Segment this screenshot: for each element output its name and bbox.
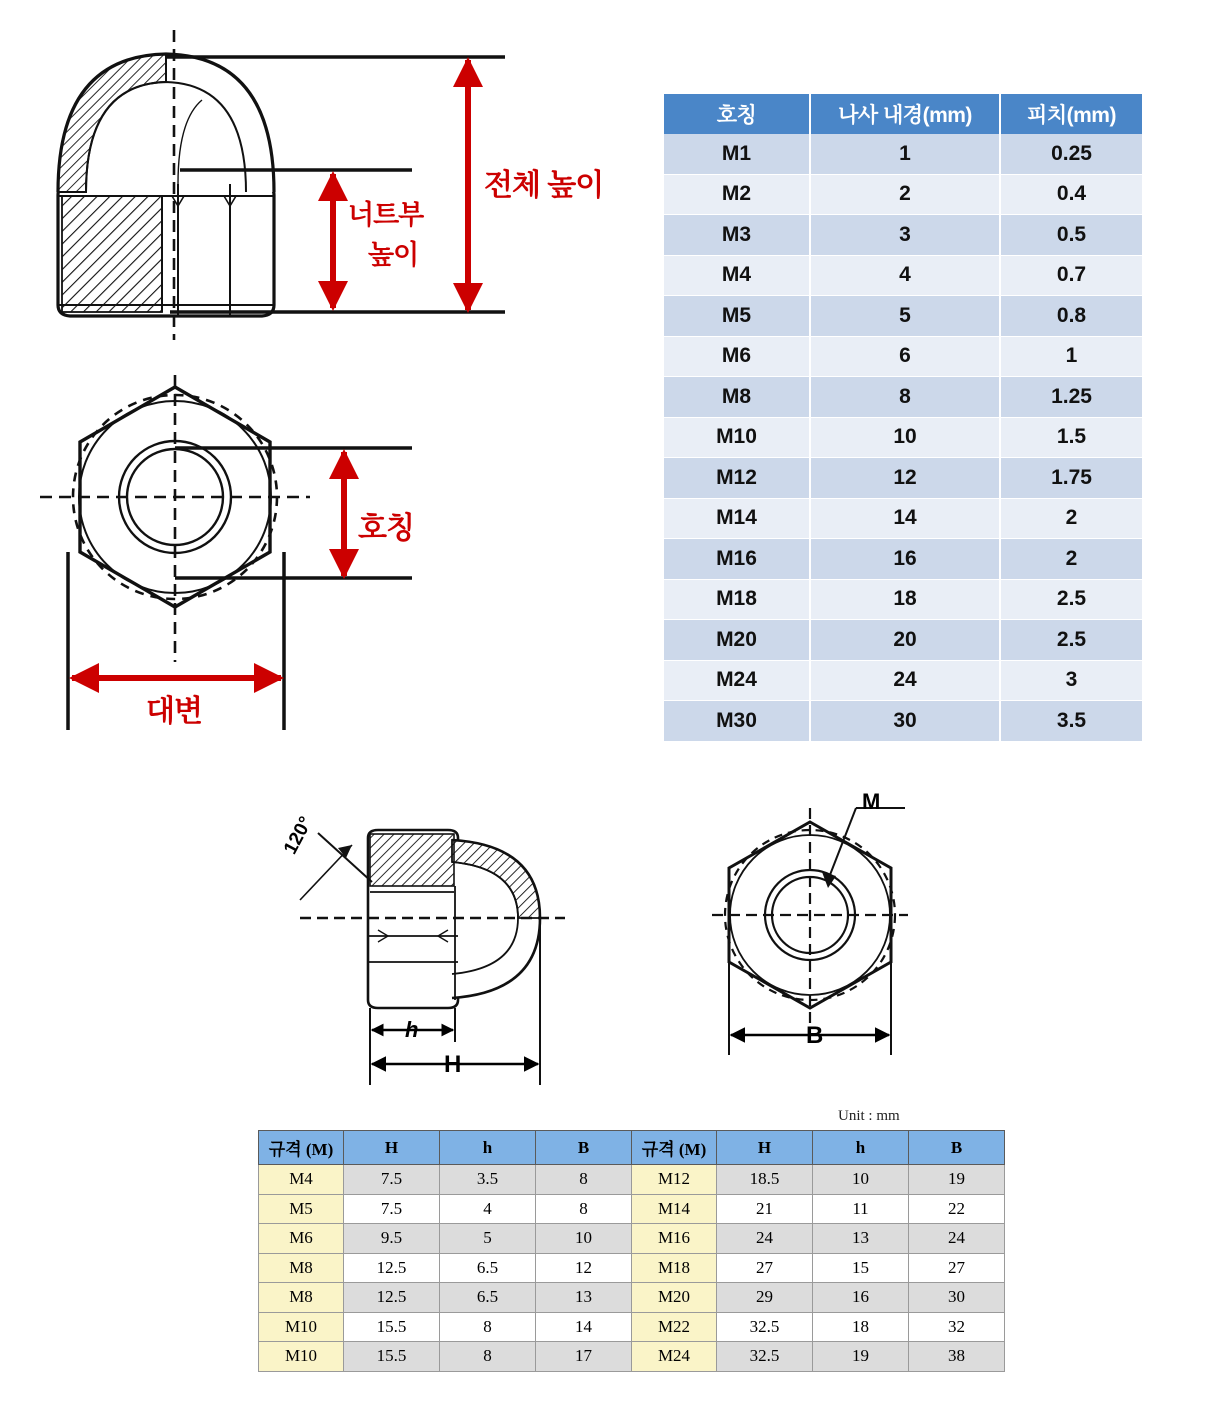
dim-header-h-left: h (440, 1131, 536, 1165)
label-total-height: 전체 높이 (484, 169, 604, 202)
spec-cell-diameter: 3 (810, 215, 1000, 256)
dim-cell-B-left: 14 (536, 1312, 632, 1342)
dim-cell-spec-right: M12 (632, 1165, 717, 1195)
dim-cell-B-left: 8 (536, 1194, 632, 1224)
table-row (664, 255, 1142, 296)
dim-cell-H-right: 18.5 (717, 1165, 813, 1195)
dim-cell-B-right: 30 (909, 1283, 1005, 1313)
dim-cell-B-right: 38 (909, 1342, 1005, 1372)
figure-hexagon-topview (40, 375, 412, 730)
figure-hexagon-B-M (712, 808, 908, 1055)
spec-cell-designation: M8 (664, 377, 810, 418)
spec-cell-designation: M1 (664, 134, 810, 174)
dimension-arrows-figure1 (333, 60, 468, 310)
spec-cell-diameter: 4 (810, 255, 1000, 296)
dim-cell-H-left: 15.5 (344, 1312, 440, 1342)
spec-cell-pitch: 2 (1000, 498, 1142, 539)
dim-cell-B-right: 27 (909, 1253, 1005, 1283)
spec-cell-designation: M3 (664, 215, 810, 256)
spec-cell-diameter: 8 (810, 377, 1000, 418)
dim-cell-spec-left: M10 (259, 1342, 344, 1372)
spec-table-header-row (664, 94, 1142, 134)
dim-cell-H-left: 12.5 (344, 1283, 440, 1313)
table-row (664, 498, 1142, 539)
spec-cell-designation: M10 (664, 417, 810, 458)
spec-cell-diameter: 24 (810, 660, 1000, 701)
spec-cell-pitch: 2.5 (1000, 579, 1142, 620)
dim-cell-spec-right: M14 (632, 1194, 717, 1224)
table-row (259, 1253, 1005, 1283)
table-row (664, 377, 1142, 418)
spec-cell-diameter: 12 (810, 458, 1000, 499)
dim-cell-H-right: 21 (717, 1194, 813, 1224)
dim-cell-spec-right: M20 (632, 1283, 717, 1313)
dim-cell-h-left: 6.5 (440, 1283, 536, 1313)
dim-header-spec-left: 규격 (M) (259, 1131, 344, 1165)
table-row (664, 539, 1142, 580)
table-row (664, 336, 1142, 377)
dim-cell-B-right: 22 (909, 1194, 1005, 1224)
figure-capnut-section (58, 30, 505, 340)
dim-cell-h-right: 15 (813, 1253, 909, 1283)
dim-cell-h-right: 10 (813, 1165, 909, 1195)
dim-cell-spec-right: M18 (632, 1253, 717, 1283)
dim-cell-h-left: 8 (440, 1312, 536, 1342)
table-row (664, 134, 1142, 174)
table-row (664, 620, 1142, 661)
spec-cell-designation: M18 (664, 579, 810, 620)
dim-header-H-left: H (344, 1131, 440, 1165)
table-row (259, 1165, 1005, 1195)
table-row (664, 701, 1142, 742)
table-row (664, 660, 1142, 701)
spec-cell-pitch: 0.5 (1000, 215, 1142, 256)
dim-cell-H-left: 15.5 (344, 1342, 440, 1372)
spec-cell-pitch: 3.5 (1000, 701, 1142, 742)
table-row (664, 579, 1142, 620)
spec-cell-diameter: 18 (810, 579, 1000, 620)
dim-cell-H-right: 32.5 (717, 1342, 813, 1372)
spec-cell-pitch: 3 (1000, 660, 1142, 701)
label-dim-B: B (806, 1022, 824, 1049)
label-nut-height-line2: 높이 (368, 240, 419, 270)
dim-header-B-left: B (536, 1131, 632, 1165)
dim-cell-H-left: 9.5 (344, 1224, 440, 1254)
label-nut-height-line1: 너트부 (348, 200, 424, 230)
dim-cell-spec-right: M22 (632, 1312, 717, 1342)
cap-nut-dimension-table (258, 1130, 1005, 1372)
dim-cell-h-left: 4 (440, 1194, 536, 1224)
spec-cell-pitch: 1.5 (1000, 417, 1142, 458)
table-row (664, 174, 1142, 215)
dim-cell-h-right: 13 (813, 1224, 909, 1254)
dim-cell-h-right: 16 (813, 1283, 909, 1313)
spec-table-body (664, 134, 1142, 741)
dim-cell-B-left: 12 (536, 1253, 632, 1283)
dim-header-H-right: H (717, 1131, 813, 1165)
spec-cell-pitch: 1 (1000, 336, 1142, 377)
dim-cell-H-left: 7.5 (344, 1165, 440, 1195)
dim-cell-B-left: 8 (536, 1165, 632, 1195)
spec-cell-designation: M16 (664, 539, 810, 580)
spec-header-pitch: 피치(mm) (1000, 94, 1142, 134)
dim-header-B-right: B (909, 1131, 1005, 1165)
spec-cell-designation: M4 (664, 255, 810, 296)
spec-cell-diameter: 30 (810, 701, 1000, 742)
dim-cell-h-right: 19 (813, 1342, 909, 1372)
spec-cell-diameter: 2 (810, 174, 1000, 215)
label-thread-M: M (862, 789, 881, 814)
spec-cell-pitch: 0.7 (1000, 255, 1142, 296)
spec-cell-pitch: 2.5 (1000, 620, 1142, 661)
spec-cell-designation: M2 (664, 174, 810, 215)
table-row (259, 1194, 1005, 1224)
label-nominal-designation: 호칭 (358, 512, 414, 545)
dim-cell-B-left: 17 (536, 1342, 632, 1372)
dim-cell-spec-left: M10 (259, 1312, 344, 1342)
spec-cell-pitch: 1.75 (1000, 458, 1142, 499)
dim-cell-h-left: 6.5 (440, 1253, 536, 1283)
spec-cell-pitch: 0.8 (1000, 296, 1142, 337)
spec-cell-pitch: 0.25 (1000, 134, 1142, 174)
spec-cell-diameter: 14 (810, 498, 1000, 539)
dim-cell-B-right: 19 (909, 1165, 1005, 1195)
spec-cell-diameter: 20 (810, 620, 1000, 661)
dim-cell-h-right: 18 (813, 1312, 909, 1342)
dim-cell-H-right: 29 (717, 1283, 813, 1313)
label-across-flats: 대변 (146, 695, 202, 728)
label-angle-120: 120° (280, 813, 317, 858)
spec-header-designation: 호칭 (664, 94, 810, 134)
figure-capnut-dimensions (300, 830, 565, 1085)
dim-header-h-right: h (813, 1131, 909, 1165)
dim-cell-h-left: 8 (440, 1342, 536, 1372)
spec-cell-designation: M20 (664, 620, 810, 661)
spec-cell-designation: M30 (664, 701, 810, 742)
dim-cell-B-right: 24 (909, 1224, 1005, 1254)
thread-spec-table (664, 94, 1142, 742)
dim-cell-spec-left: M5 (259, 1194, 344, 1224)
dim-cell-B-right: 32 (909, 1312, 1005, 1342)
label-dim-H: H (444, 1051, 462, 1078)
spec-cell-diameter: 1 (810, 134, 1000, 174)
spec-cell-designation: M6 (664, 336, 810, 377)
table-row (259, 1224, 1005, 1254)
spec-cell-designation: M5 (664, 296, 810, 337)
spec-cell-pitch: 0.4 (1000, 174, 1142, 215)
spec-cell-designation: M12 (664, 458, 810, 499)
dim-cell-spec-right: M16 (632, 1224, 717, 1254)
dim-header-spec-right: 규격 (M) (632, 1131, 717, 1165)
dim-cell-H-right: 27 (717, 1253, 813, 1283)
table-row (259, 1342, 1005, 1372)
dim-cell-H-left: 12.5 (344, 1253, 440, 1283)
dim-cell-h-right: 11 (813, 1194, 909, 1224)
spec-header-inner-diameter: 나사 내경(mm) (810, 94, 1000, 134)
dim-cell-B-left: 13 (536, 1283, 632, 1313)
dim-cell-H-right: 24 (717, 1224, 813, 1254)
dim-cell-h-left: 3.5 (440, 1165, 536, 1195)
dim-cell-spec-right: M24 (632, 1342, 717, 1372)
spec-cell-diameter: 6 (810, 336, 1000, 377)
table-row (664, 458, 1142, 499)
table-row (664, 417, 1142, 458)
dim-cell-H-left: 7.5 (344, 1194, 440, 1224)
table-row (664, 296, 1142, 337)
unit-note: Unit : mm (838, 1108, 900, 1124)
table-row (664, 215, 1142, 256)
dim-table-header-row (259, 1131, 1005, 1165)
dim-cell-spec-left: M4 (259, 1165, 344, 1195)
dimension-arrows-figure2 (72, 452, 344, 678)
spec-cell-pitch: 1.25 (1000, 377, 1142, 418)
table-row (259, 1312, 1005, 1342)
spec-cell-diameter: 10 (810, 417, 1000, 458)
dim-cell-spec-left: M8 (259, 1283, 344, 1313)
dim-cell-H-right: 32.5 (717, 1312, 813, 1342)
dim-table-body (259, 1165, 1005, 1372)
spec-cell-pitch: 2 (1000, 539, 1142, 580)
dim-cell-spec-left: M6 (259, 1224, 344, 1254)
spec-cell-diameter: 5 (810, 296, 1000, 337)
dim-cell-h-left: 5 (440, 1224, 536, 1254)
spec-cell-designation: M14 (664, 498, 810, 539)
dim-cell-B-left: 10 (536, 1224, 632, 1254)
table-row (259, 1283, 1005, 1313)
spec-cell-diameter: 16 (810, 539, 1000, 580)
label-dim-h: h (405, 1017, 419, 1042)
dim-cell-spec-left: M8 (259, 1253, 344, 1283)
spec-cell-designation: M24 (664, 660, 810, 701)
